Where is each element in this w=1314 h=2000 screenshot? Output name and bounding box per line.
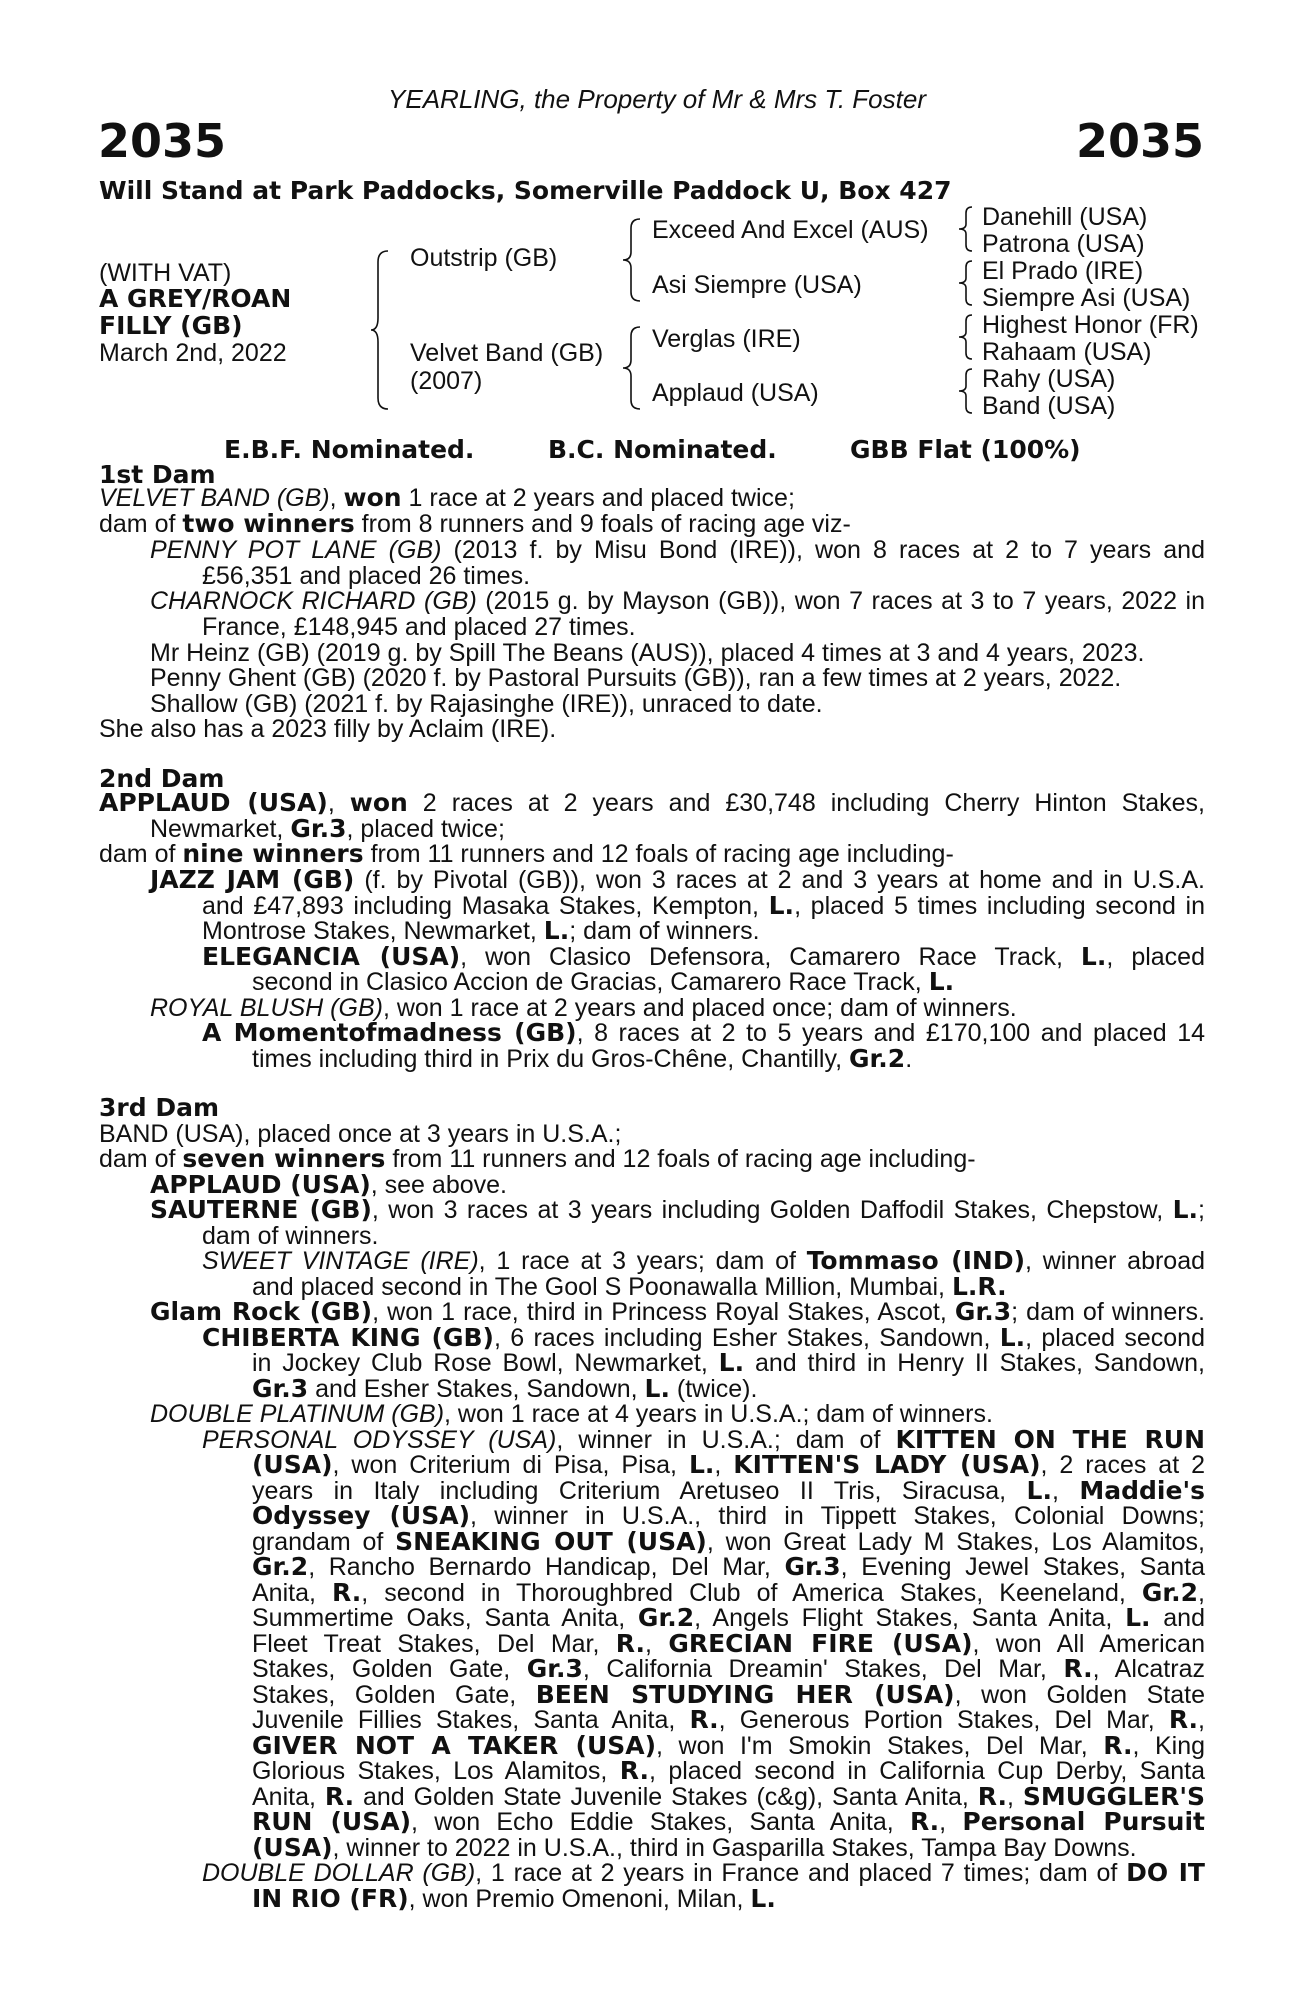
produce-note: She also has a 2023 filly by Aclaim (IRE). (99, 715, 557, 743)
text: , won I'm Smokin Stakes, Del Mar, (656, 1732, 1104, 1760)
text: , 8 races at 2 to 5 years and £170,100 and placed 14 (576, 1019, 1205, 1047)
text: dam of (99, 510, 183, 538)
text: , (329, 484, 344, 512)
text: times including third in Prix du Gros-Chêne, Chantilly, (252, 1045, 850, 1073)
grade-label: Gr.3 (784, 1552, 841, 1581)
text: grandam of (252, 1528, 396, 1556)
text: , Generous Portion Stakes, Del Mar, (718, 1706, 1169, 1734)
text: , won 1 race, third in Princess Royal Stakes, Ascot, (372, 1298, 955, 1326)
text: , won 1 race at 2 years and placed once; dam of winners. (382, 994, 1017, 1022)
text: Anita, (252, 1783, 325, 1811)
horse-sex: FILLY (GB) (99, 311, 243, 340)
gen4-4: Siempre Asi (USA) (982, 284, 1191, 312)
grade-label: L. (750, 1884, 776, 1913)
horse-description: A GREY/ROAN (99, 284, 292, 313)
horse-name: PERSONAL ODYSSEY (USA) (202, 1426, 557, 1454)
text: and placed second in The Gool S Poonawalla Million, Mumbai, (252, 1273, 952, 1301)
produce-entry-cont (252, 1809, 1205, 1835)
horse-name: DOUBLE DOLLAR (GB) (202, 1859, 476, 1887)
text: , winner in U.S.A.; dam of (556, 1426, 896, 1454)
text: Summertime Oaks, Santa Anita, (252, 1604, 638, 1632)
grade-label: L. (768, 891, 795, 920)
text: , 1 race at 2 years in France and placed 7 times; dam of (475, 1859, 1127, 1887)
text: , (327, 789, 350, 817)
gen4-5: Highest Honor (FR) (982, 311, 1199, 339)
horse-name: ROYAL BLUSH (GB) (150, 994, 383, 1022)
pedigree-bracket-dam (622, 326, 642, 410)
grade-label: R. (977, 1782, 1007, 1811)
produce-entry-cont (252, 1733, 1205, 1759)
grade-label: L. (1125, 1603, 1151, 1632)
sire-sire: Exceed And Excel (AUS) (652, 216, 929, 244)
nomination-gbb: GBB Flat (100%) (850, 435, 1081, 464)
dam-sire: Verglas (IRE) (652, 325, 801, 353)
text: , (939, 1808, 963, 1836)
produce-entry (150, 1197, 1205, 1223)
produce-entry-cont (252, 1605, 1205, 1631)
horse-name: BEEN STUDYING HER (USA) (535, 1680, 955, 1709)
grade-label: L. (928, 967, 955, 996)
produce-entry-cont (252, 969, 954, 995)
gen4-7: Rahy (USA) (982, 365, 1116, 393)
stabling-info: Will Stand at Park Paddocks, Somerville Paddock U, Box 427 (99, 176, 952, 205)
winners-count: seven winners (182, 1144, 386, 1173)
horse-name: SAUTERNE (GB) (150, 1195, 372, 1224)
text: , (1198, 1706, 1205, 1734)
third-dam-produce-summary (99, 1146, 976, 1172)
text: from 11 runners and 12 foals of racing age including- (385, 1145, 976, 1173)
text: , Rancho Bernardo Handicap, Del Mar, (308, 1553, 785, 1581)
gen4-2: Patrona (USA) (982, 230, 1145, 258)
text: , placed 5 times including second in (794, 892, 1205, 920)
horse-country: (USA) (252, 1833, 333, 1862)
text: , placed twice; (346, 815, 505, 843)
grade-label: Gr.2 (1141, 1578, 1199, 1607)
horse-name: DOUBLE PLATINUM (GB) (150, 1400, 445, 1428)
text: , 2 races at 2 (1040, 1451, 1205, 1479)
horse-name: Tommaso (IND) (806, 1246, 1026, 1275)
text: Newmarket, (150, 815, 291, 843)
winners-count: nine winners (182, 839, 364, 868)
text: Stakes, Golden Gate, (252, 1655, 527, 1683)
grade-label: R. (909, 1807, 940, 1836)
text: dam of (99, 840, 183, 868)
text: , winner abroad (1025, 1247, 1206, 1275)
produce-entry-cont (252, 1376, 757, 1402)
second-dam-produce-summary (99, 841, 954, 867)
horse-name: KITTEN'S LADY (USA) (733, 1450, 1041, 1479)
produce-entry-cont (252, 1554, 1205, 1580)
text: . (905, 1045, 913, 1073)
grade-label: L. (688, 1450, 715, 1479)
grade-label: L. (644, 1374, 670, 1403)
text: ; dam of winners. (569, 917, 760, 945)
produce-entry: Penny Ghent (GB) (2020 f. by Pastoral Pursuits (GB)), ran a few times at 2 years, 2022. (150, 664, 1122, 692)
grade-label: Gr.2 (849, 1044, 906, 1073)
horse-name: Glam Rock (GB) (150, 1297, 373, 1326)
horse-name: DO IT (1126, 1858, 1205, 1887)
sale-title: YEARLING, the Property of Mr & Mrs T. Foster (388, 84, 926, 114)
text: and Golden State Juvenile Stakes (c&g), Santa Anita, (354, 1783, 978, 1811)
grade-label: L. (1080, 942, 1107, 971)
text: from 8 runners and 9 foals of racing age viz- (354, 510, 851, 538)
produce-entry (202, 1325, 1205, 1351)
text: , placed second (1025, 1324, 1205, 1352)
produce-entry: Shallow (GB) (2021 f. by Rajasinghe (IRE)), unraced to date. (150, 690, 823, 718)
pedigree-bracket-g3b (958, 260, 974, 306)
pedigree-bracket-g3d (958, 368, 974, 414)
text: , (1198, 1579, 1205, 1607)
text: , 6 races including Esher Stakes, Sandown, (493, 1324, 1000, 1352)
produce-entry-cont (252, 1503, 1205, 1529)
grade-label: R. (1168, 1705, 1199, 1734)
text: 2 races at 2 years and £30,748 including Cherry Hinton Stakes, (407, 789, 1205, 817)
sire-name: Outstrip (GB) (410, 244, 558, 272)
pedigree-bracket-sire (622, 218, 642, 302)
produce-entry-cont (252, 1656, 1205, 1682)
text: , won Golden State (954, 1681, 1205, 1709)
horse-name: A Momentofmadness (GB) (202, 1018, 577, 1047)
produce-entry-cont (202, 918, 760, 944)
gen4-3: El Prado (IRE) (982, 257, 1144, 285)
text: , placed second in California Cup Derby, Santa (649, 1757, 1206, 1785)
text: Fleet Treat Stakes, Del Mar, (252, 1630, 616, 1658)
dam-year: (2007) (410, 367, 483, 395)
text: , won 3 races at 3 years including Golden Daffodil Stakes, Chepstow, (371, 1196, 1173, 1224)
text: (f. by Pivotal (GB)), won 3 races at 2 and 3 years at home and in U.S.A. (354, 866, 1205, 894)
text: , King (1132, 1732, 1206, 1760)
gen4-8: Band (USA) (982, 392, 1116, 420)
horse-name: GIVER NOT A TAKER (USA) (252, 1731, 657, 1760)
grade-label: L. (1026, 1476, 1052, 1505)
produce-entry (202, 1020, 1205, 1046)
text: , Evening Jewel Stakes, Santa (840, 1553, 1205, 1581)
grade-label: Gr.3 (526, 1654, 583, 1683)
text: ; dam of winners. (1011, 1298, 1205, 1326)
dam-dam: Applaud (USA) (652, 379, 819, 407)
gen4-1: Danehill (USA) (982, 203, 1148, 231)
grade-label: R. (619, 1756, 649, 1785)
text: Anita, (252, 1579, 332, 1607)
grade-label: Gr.2 (252, 1552, 309, 1581)
text: , Alcatraz (1092, 1655, 1205, 1683)
horse-name: APPLAUD (USA) (150, 1170, 371, 1199)
horse-country: (USA) (252, 1450, 333, 1479)
produce-entry: Mr Heinz (GB) (2019 g. by Spill The Beans (AUS)), placed 4 times at 3 and 4 years, 2023. (150, 639, 1145, 667)
horse-name: GRECIAN FIRE (USA) (668, 1629, 973, 1658)
produce-entry (150, 537, 1205, 563)
horse-name: SWEET VINTAGE (IRE) (202, 1247, 479, 1275)
second-dam-heading: 2nd Dam (99, 764, 225, 793)
horse-name: CHIBERTA KING (GB) (202, 1323, 494, 1352)
birth-date: March 2nd, 2022 (99, 339, 287, 367)
text: , won Great Lady M Stakes, Los Alamitos, (706, 1528, 1205, 1556)
text: , won Echo Eddie Stakes, Santa Anita, (411, 1808, 910, 1836)
nomination-bc: B.C. Nominated. (548, 435, 777, 464)
text: Juvenile Fillies Stakes, Santa Anita, (252, 1706, 690, 1734)
text: , Angels Flight Stakes, Santa Anita, (694, 1604, 1126, 1632)
pedigree-bracket-g3c (958, 314, 974, 360)
produce-entry (150, 1401, 993, 1427)
text: , won All American (972, 1630, 1205, 1658)
produce-entry-cont (252, 1046, 912, 1072)
produce-entry-cont (252, 1580, 1205, 1606)
text: , winner to 2022 in U.S.A., third in Gasparilla Stakes, Tampa Bay Downs. (332, 1834, 1137, 1862)
lot-number-left: 2035 (98, 114, 227, 168)
text: , (1006, 1783, 1023, 1811)
won-label: won (349, 788, 408, 817)
text: , won 1 race at 4 years in U.S.A.; dam of winners. (444, 1400, 993, 1428)
grade-label: R. (689, 1705, 719, 1734)
first-dam-name: VELVET BAND (GB) (99, 484, 330, 512)
first-dam-produce-summary (99, 511, 851, 537)
horse-name: JAZZ JAM (GB) (150, 865, 355, 894)
grade-label: Gr.3 (252, 1374, 309, 1403)
pedigree-bracket-gen1 (370, 250, 390, 410)
produce-entry (202, 1860, 1205, 1886)
grade-label: L. (999, 1323, 1026, 1352)
grade-label: L. (718, 1348, 745, 1377)
text: , (714, 1451, 734, 1479)
text: and (1150, 1604, 1205, 1632)
text: , won Clasico Defensora, Camarero Race Track, (460, 943, 1081, 971)
text: , won Criterium di Pisa, Pisa, (332, 1451, 689, 1479)
text: Montrose Stakes, Newmarket, (202, 917, 544, 945)
produce-entry-cont (252, 1886, 776, 1912)
first-dam-heading: 1st Dam (99, 460, 216, 489)
first-dam-record (99, 485, 795, 511)
text: (twice). (669, 1375, 758, 1403)
grade-label: R. (1103, 1731, 1133, 1760)
grade-label: Gr.2 (637, 1603, 695, 1632)
horse-name: PENNY POT LANE (GB) (150, 536, 442, 564)
second-dam-name: APPLAUD (USA) (99, 788, 328, 817)
lot-number-right: 2035 (1075, 114, 1204, 168)
second-dam-record (99, 790, 1205, 816)
grade-label: R. (1063, 1654, 1093, 1683)
text: years in Italy including Criterium Aretuseo II Tris, Siracusa, (252, 1477, 1027, 1505)
produce-entry-cont: dam of winners. (202, 1222, 379, 1250)
text: and £47,893 including Masaka Stakes, Kempton, (202, 892, 769, 920)
grade-label: R. (332, 1578, 362, 1607)
produce-entry-cont: France, £148,945 and placed 27 times. (202, 613, 636, 641)
text: and Esher Stakes, Sandown, (308, 1375, 645, 1403)
produce-entry-cont (202, 893, 1205, 919)
produce-entry-cont (252, 1835, 1137, 1861)
horse-name: SNEAKING OUT (USA) (395, 1527, 707, 1556)
produce-entry-cont (252, 1452, 1205, 1478)
horse-name: IN RIO (FR) (252, 1884, 409, 1913)
text: and third in Henry II Stakes, Sandown, (744, 1349, 1205, 1377)
horse-name: Maddie's (1079, 1476, 1205, 1505)
text: dam of (99, 1145, 183, 1173)
horse-name: ELEGANCIA (USA) (202, 942, 461, 971)
pedigree-bracket-g3a (958, 206, 974, 252)
grade-label: R. (615, 1629, 646, 1658)
text: from 11 runners and 12 foals of racing age including- (363, 840, 954, 868)
produce-entry-cont (252, 1350, 1205, 1376)
produce-entry (150, 1299, 1205, 1325)
winners-count: two winners (182, 509, 355, 538)
produce-entry-cont (252, 1682, 1205, 1708)
grade-label: L. (1172, 1195, 1199, 1224)
text: , California Dreamin' Stakes, Del Mar, (582, 1655, 1064, 1683)
text: , won Premio Omenoni, Milan, (408, 1885, 751, 1913)
gen4-6: Rahaam (USA) (982, 338, 1152, 366)
text: , 1 race at 3 years; dam of (478, 1247, 807, 1275)
grade-label: Gr.3 (954, 1297, 1012, 1326)
produce-entry (150, 867, 1205, 893)
produce-entry (150, 588, 1205, 614)
text: , (645, 1630, 669, 1658)
produce-entry-cont (252, 1529, 1205, 1555)
produce-entry (202, 1248, 1205, 1274)
horse-name: CHARNOCK RICHARD (GB) (150, 587, 477, 615)
third-dam-heading: 3rd Dam (99, 1093, 219, 1122)
grade-label: L. (543, 916, 570, 945)
produce-entry-cont (252, 1758, 1205, 1784)
horse-name: RUN (USA) (252, 1807, 412, 1836)
horse-name: Personal Pursuit (962, 1807, 1205, 1836)
text: , winner in U.S.A., third in Tippett Stakes, Colonial Downs; (470, 1502, 1205, 1530)
text: in Jockey Club Rose Bowl, Newmarket, (252, 1349, 719, 1377)
text: (2015 g. by Mayson (GB)), won 7 races at 3 to 7 years, 2022 in (476, 587, 1205, 615)
text: (2013 f. by Misu Bond (IRE)), won 8 races at 2 to 7 years and (441, 536, 1205, 564)
grade-label: R. (324, 1782, 355, 1811)
text: , see above. (370, 1171, 507, 1199)
text: , (1051, 1477, 1080, 1505)
text: Stakes, Golden Gate, (252, 1681, 536, 1709)
text: , second in Thoroughbred Club of America Stakes, Keeneland, (361, 1579, 1142, 1607)
nomination-ebf: E.B.F. Nominated. (224, 435, 475, 464)
text: second in Clasico Accion de Gracias, Camarero Race Track, (252, 968, 929, 996)
produce-entry-cont: £56,351 and placed 26 times. (202, 562, 531, 590)
dam-name: Velvet Band (GB) (410, 339, 604, 367)
grade-label: Gr.3 (290, 814, 347, 843)
produce-entry-cont (252, 1707, 1205, 1733)
produce-entry (202, 944, 1205, 970)
grade-label: L.R. (951, 1272, 1007, 1301)
text: 1 race at 2 years and placed twice; (401, 484, 795, 512)
horse-name: KITTEN ON THE RUN (895, 1425, 1206, 1454)
text: , placed (1106, 943, 1205, 971)
sire-dam: Asi Siempre (USA) (652, 271, 862, 299)
third-dam-record: BAND (USA), placed once at 3 years in U.S.A.; (99, 1120, 622, 1148)
vat-note: (WITH VAT) (99, 259, 232, 287)
text: Glorious Stakes, Los Alamitos, (252, 1757, 620, 1785)
text: ; (1198, 1196, 1205, 1224)
horse-name: Odyssey (USA) (252, 1501, 471, 1530)
won-label: won (343, 483, 402, 512)
horse-name: SMUGGLER'S (1022, 1782, 1206, 1811)
